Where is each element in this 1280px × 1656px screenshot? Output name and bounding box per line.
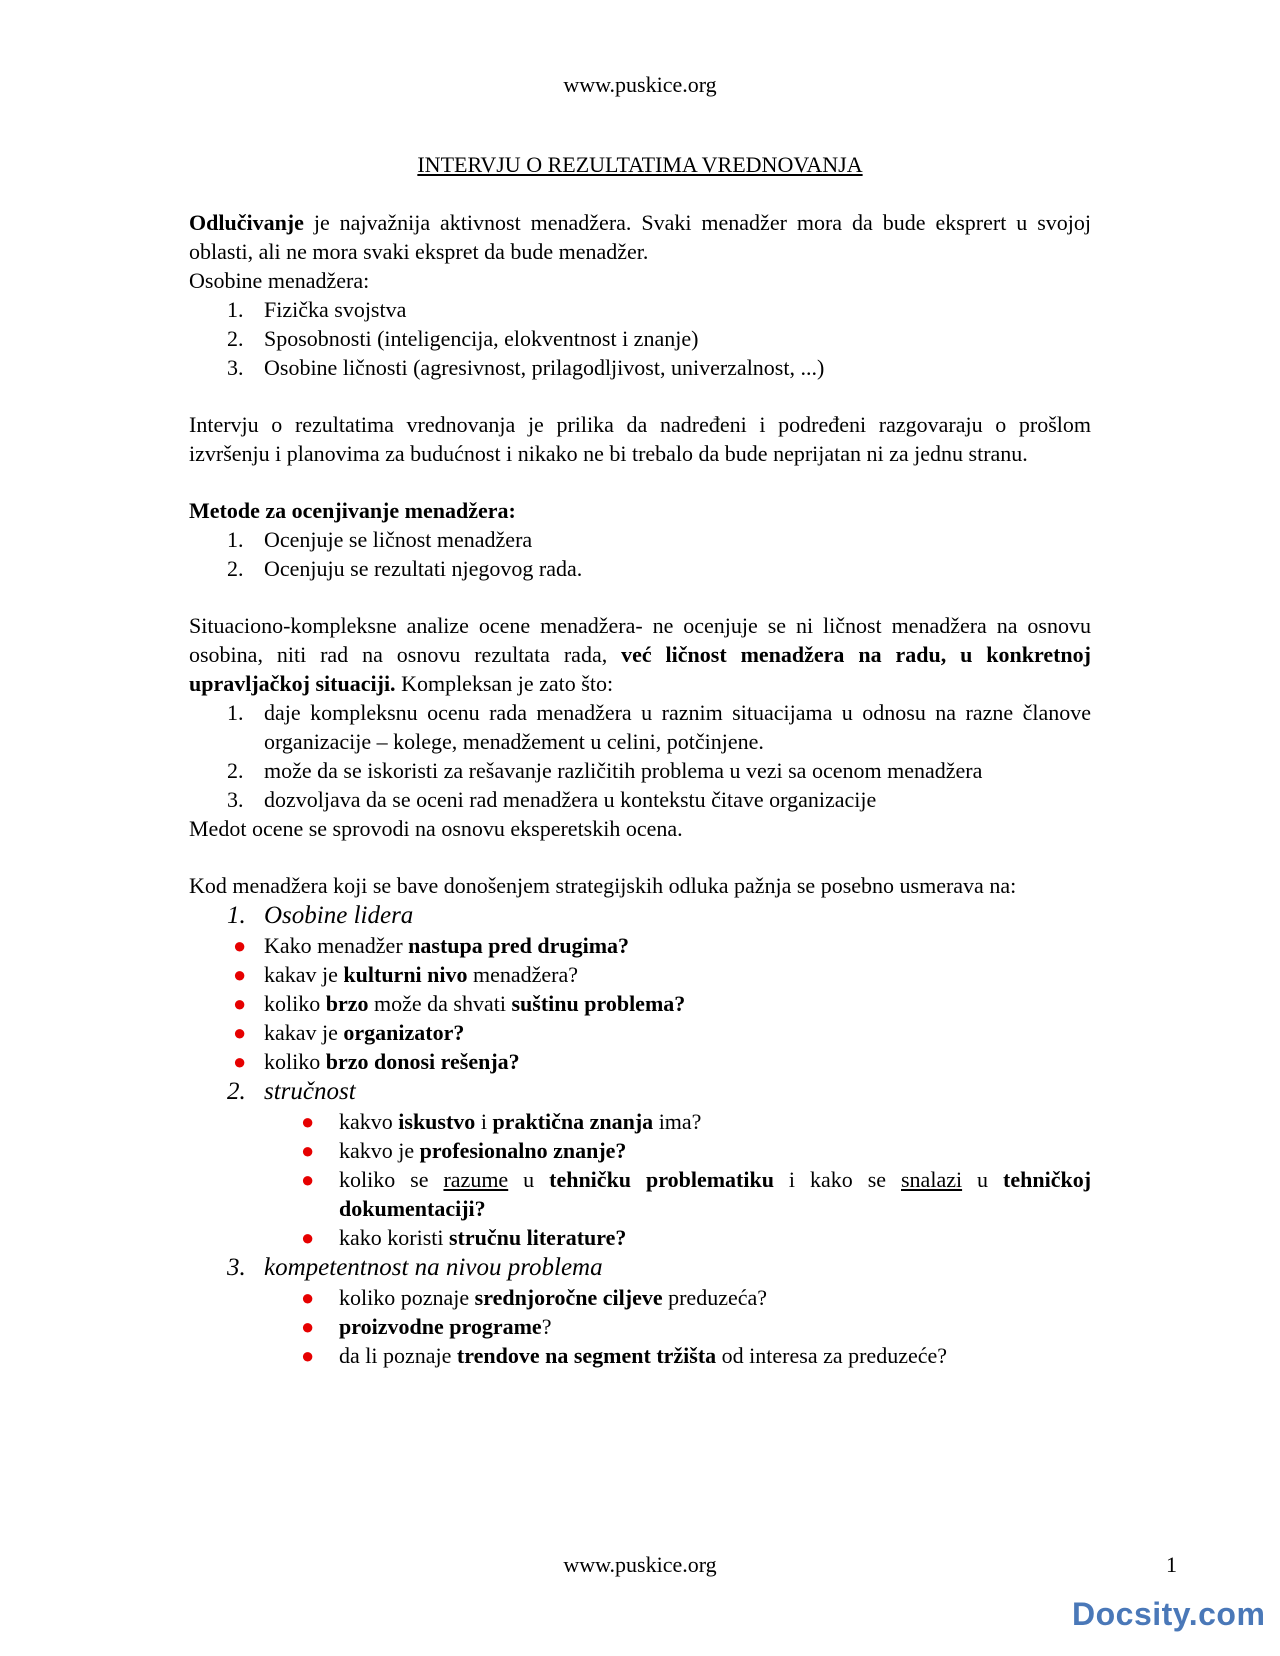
- list-item: ● koliko brzo donosi rešenja?: [233, 1049, 520, 1074]
- list-item: 1. Fizička svojstva: [227, 297, 407, 322]
- list-item: 2. Sposobnosti (inteligencija, elokventnost i znanje): [227, 326, 699, 351]
- list-item: ● koliko brzo može da shvati suštinu problema?: [233, 991, 686, 1016]
- list-item: 2. Ocenjuju se rezultati njegovog rada.: [227, 556, 583, 581]
- list-item: 1. Ocenjuje se ličnost menadžera: [227, 527, 533, 552]
- interview-paragraph: Intervju o rezultatima vrednovanja je prilika da nadređeni i podređeni razgovaraju o prošlom izvršenju i planovima za budućnost i nikako ne bi trebalo da bude neprijatan ni za jednu stranu.: [189, 412, 1091, 466]
- bullet-icon: ●: [301, 1167, 315, 1192]
- bullet-icon: ●: [233, 991, 247, 1016]
- bullet-icon: ●: [301, 1225, 315, 1250]
- bullet-icon: ●: [301, 1285, 315, 1310]
- list-item: ● kakvo iskustvo i praktična znanja ima?: [301, 1109, 702, 1134]
- methods-heading: Metode za ocenjivanje menadžera:: [189, 498, 516, 523]
- bullet-icon: ●: [301, 1314, 315, 1339]
- strategic-intro: Kod menadžera koji se bave donošenjem strategijskih odluka pažnja se posebno usmerava na:: [189, 873, 1017, 898]
- list-item: ● da li poznaje trendove na segment tržišta od interesa za preduzeće?: [301, 1343, 948, 1368]
- leader-bullets: [189, 931, 1091, 1076]
- list-item: ● proizvodne programe?: [301, 1314, 552, 1339]
- page-number: 1: [1166, 1552, 1177, 1577]
- bullet-icon: ●: [301, 1343, 315, 1368]
- section-heading-expertise: 2. stručnost: [227, 1078, 356, 1105]
- list-item: 3. dozvoljava da se oceni rad menadžera u kontekstu čitave organizacije: [227, 787, 877, 812]
- docsity-watermark: Docsity.com: [1072, 1596, 1266, 1632]
- bullet-icon: ●: [233, 1020, 247, 1045]
- intro-text: je najvažnija aktivnost menadžera. Svaki menadžer mora da bude eksprert u svojoj oblasti, ali ne mora svaki ekspret da bude menadžer.: [189, 210, 1091, 264]
- list-item: 2. može da se iskoristi za rešavanje različitih problema u vezi sa ocenom menadžera: [227, 758, 983, 783]
- intro-bold-lead: Odlučivanje: [189, 210, 304, 235]
- bullet-icon: ●: [301, 1109, 315, 1134]
- page-title: INTERVJU O REZULTATIMA VREDNOVANJA: [417, 152, 863, 177]
- list-item: ● koliko poznaje srednjoročne ciljeve preduzeća?: [301, 1285, 768, 1310]
- intro-paragraph: [189, 208, 1091, 266]
- bullet-icon: ●: [301, 1138, 315, 1163]
- header-site: www.puskice.org: [563, 72, 717, 97]
- bullet-icon: ●: [233, 1049, 247, 1074]
- list-item: ● kakav je kulturni nivo menadžera?: [233, 962, 579, 987]
- section-heading-competence: 3. kompetentnost na nivou problema: [227, 1254, 603, 1281]
- traits-label: Osobine menadžera:: [189, 268, 370, 293]
- list-item: ● kakvo je profesionalno znanje?: [301, 1138, 627, 1163]
- list-item: ● koliko se razume u tehničku problematiku i kako se snalazi u tehničkoj dokumentaciji?: [301, 1167, 1092, 1221]
- section-heading-leader: 1. Osobine lidera: [227, 902, 414, 929]
- list-item: ● Kako menadžer nastupa pred drugima?: [233, 933, 630, 958]
- list-item: ● kako koristi stručnu literature?: [301, 1225, 627, 1250]
- competence-bullets: [189, 1283, 1091, 1370]
- traits-list: [189, 295, 1091, 382]
- document-body: [189, 208, 1091, 1370]
- footer-site: www.puskice.org: [563, 1552, 717, 1577]
- list-item: 1. daje kompleksnu ocenu rada menadžera u raznim situacijama u odnosu na razne članove organizacije – kolege, menadžement u celini, potčinjene.: [227, 700, 1091, 754]
- situational-after: Medot ocene se sprovodi na osnovu eksperetskih ocena.: [189, 816, 683, 841]
- situational-list: [189, 698, 1091, 814]
- methods-list: [189, 525, 1091, 583]
- bullet-icon: ●: [233, 962, 247, 987]
- expertise-bullets: [189, 1107, 1091, 1252]
- list-item: 3. Osobine ličnosti (agresivnost, prilagodljivost, univerzalnost, ...): [227, 355, 825, 380]
- list-item: ● kakav je organizator?: [233, 1020, 465, 1045]
- situational-paragraph: Situaciono-kompleksne analize ocene menadžera- ne ocenjuje se ni ličnost menadžera na osnovu osobina, niti rad na osnovu rezultata rada, već ličnost menadžera na radu, u konkretnoj upravljačkoj situaciji. Kompleksan je zato što:: [189, 613, 1091, 696]
- bullet-icon: ●: [233, 933, 247, 958]
